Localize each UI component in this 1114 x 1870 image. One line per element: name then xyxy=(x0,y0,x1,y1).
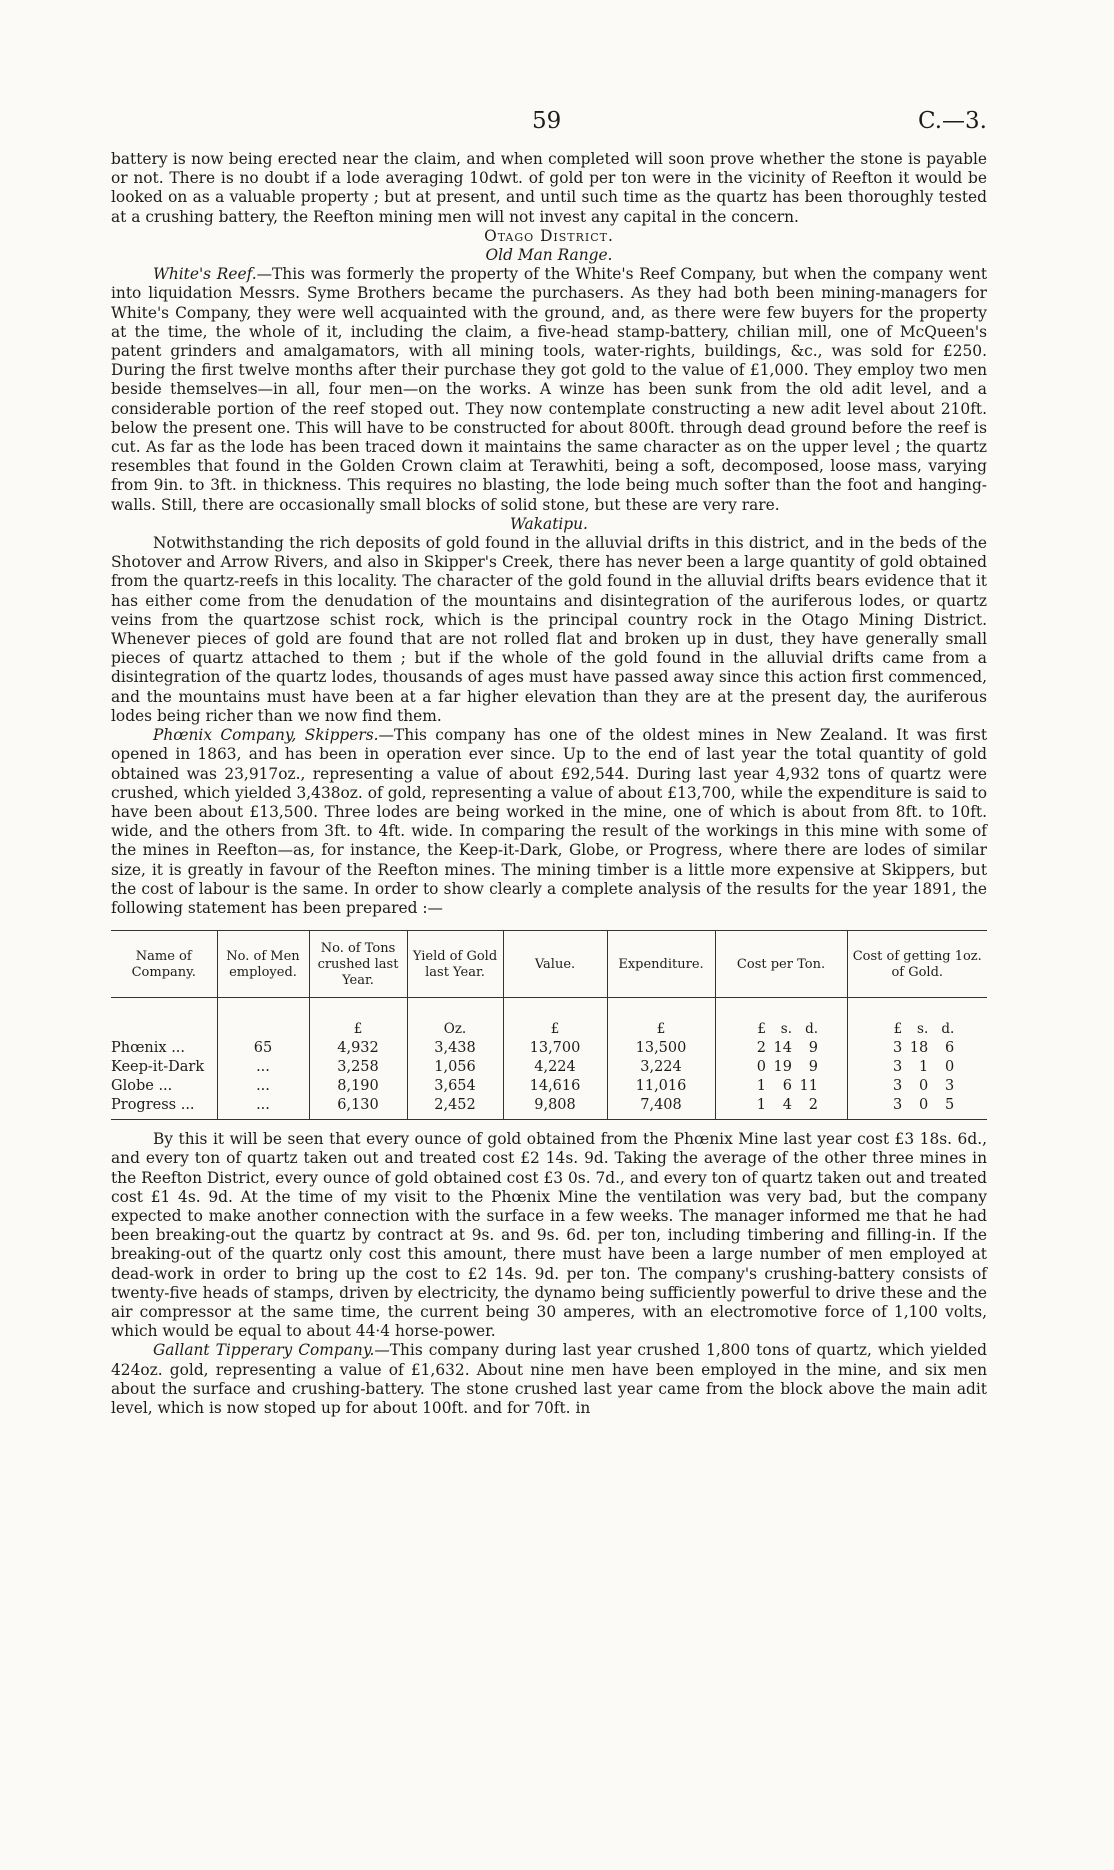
row-ton-pence: 9 xyxy=(808,1059,818,1076)
row-oz-pounds: 3 xyxy=(893,1078,903,1095)
page-header xyxy=(0,108,1114,138)
whites-reef-text: —This was formerly the property of the White's Reef Company, but when the company went into liquidation Messrs. Syme Brothers became the purchasers. As they had both been mining-managers for White's Company, they were well acquainted with the ground, and, as there were few buyers for the property at the time, the whole of it, including the claim, a five-head stamp-battery, chilian mill, one of McQueen's patent grinders and amalgamators, with all mining tools, water-rights, buildings, &c., was sold for £250. During the first twelve months after their purchase they got gold to the value of £1,000. They employ two men beside themselves—in all, four men—on the works. A winze has been sunk from the old adit level, and a considerable portion of the reef stoped out. They now contemplate constructing a new adit level about 210ft. below the present one. This will have to be constructed for about 800ft. through dead ground before the reef is cut. As far as the lode has been traced down it maintains the same character as on the upper level ; the quartz resembles that found in the Golden Crown claim at Terawhiti, being a soft, decomposed, loose mass, varying from 9in. to 3ft. in thickness. This requires no blasting, the lode being much softer than the foot and hanging-walls. Still, there are occasionally small blocks of solid stone, but these are very rare. xyxy=(111,265,987,514)
wakatipu-paragraph: Notwithstanding the rich deposits of gold found in the alluvial drifts in this district, and in the beds of the Shotover and Arrow Rivers, and also in Skipper's Creek, there has never been a large quantity of gold obtained from the quartz-reefs in this locality. The character of the gold found in the alluvial drifts bears evidence that it has either come from the denudation of the mountains and disintegration of the auriferous lodes, or quartz veins from the quartzose schist rock, which is the principal country rock in the Otago Mining District. Whenever pieces of gold are found that are not rolled flat and broken up in dust, they have generally small pieces of quartz attached to them ; but if the whole of the gold found in the alluvial drifts came from a disintegration of the quartz lodes, thousands of ages must have passed away since this action first commenced, and the mountains must have been at a far higher elevation than they are at the present day, the auriferous lodes being richer than we now find them. xyxy=(111,534,987,725)
row-expenditure: 13,500 xyxy=(607,1039,715,1058)
header-company: Name of Company. xyxy=(111,931,217,998)
intro-paragraph: battery is now being erected near the claim, and when completed will soon prove whether the stone is payable or not. There is no doubt if a lode averaging 10dwt. of gold per ton were in the vicinity of Reefton it would be looked on as a valuable property ; but at present, and until such time as the quartz has been thoroughly tested at a crushing battery, the Reefton mining men will not invest any capital in the concern. xyxy=(111,150,987,226)
row-name: Progress xyxy=(111,1097,177,1114)
header-cost-per-ton: Cost per Ton. xyxy=(715,931,847,998)
row-oz-pence: 3 xyxy=(945,1078,955,1095)
wakatipu-heading: Wakatipu. xyxy=(510,514,588,533)
row-name: Keep-it-Dark xyxy=(111,1059,205,1076)
whites-reef-paragraph xyxy=(111,265,987,515)
table-header-row xyxy=(111,931,987,998)
row-oz-shillings: 0 xyxy=(919,1097,929,1114)
whites-reef-title: White's Reef. xyxy=(153,265,257,284)
row-ton-pence: 9 xyxy=(808,1040,818,1057)
row-value: 13,700 xyxy=(503,1039,607,1058)
row-tons: 4,932 xyxy=(309,1039,407,1058)
row-value: 9,808 xyxy=(503,1096,607,1120)
unit-ton-shillings: s. xyxy=(780,1021,792,1038)
row-ton-pounds: 1 xyxy=(756,1078,766,1095)
row-value: 4,224 xyxy=(503,1058,607,1077)
row-oz-shillings: 18 xyxy=(909,1040,929,1057)
gallant-title: Gallant Tipperary Company. xyxy=(153,1341,375,1360)
document-reference: C.—3. xyxy=(917,108,987,134)
row-dots: ... xyxy=(180,1097,195,1114)
mine-statistics-table xyxy=(111,930,987,1120)
header-cost-per-oz: Cost of getting 1oz. of Gold. xyxy=(847,931,987,998)
unit-tons: £ xyxy=(309,998,407,1040)
row-dots: ... xyxy=(158,1078,173,1095)
unit-oz-pence: d. xyxy=(941,1021,955,1038)
row-oz-pence: 5 xyxy=(945,1097,955,1114)
row-tons: 6,130 xyxy=(309,1096,407,1120)
header-expenditure: Expenditure. xyxy=(607,931,715,998)
row-ton-pounds: 0 xyxy=(756,1059,766,1076)
row-tons: 3,258 xyxy=(309,1058,407,1077)
row-oz-pounds: 3 xyxy=(893,1059,903,1076)
table-row xyxy=(111,1039,987,1058)
after-table-paragraph: By this it will be seen that every ounce of gold obtained from the Phœnix Mine last year cost £3 18s. 6d., and every ton of quartz taken out and treated cost £2 14s. 9d. Taking the average of the other three mines in the Reefton District, every ounce of gold obtained cost £3 0s. 7d., and every ton of quartz taken out and treated cost £1 4s. 9d. At the time of my visit to the Phœnix Mine the ventilation was very bad, but the company expected to make another connection with the surface in a few weeks. The manager informed me that he had been breaking-out the quartz by contract at 9s. and 9s. 6d. per ton, including timbering and filling-in. If the breaking-out of the quartz only cost this amount, there must have been a large number of men employed at dead-work in order to bring up the cost to £2 14s. 9d. per ton. The company's crushing-battery consists of twenty-five heads of stamps, driven by electricity, the dynamo being sufficiently powerful to drive these and the air compressor at the same time, the current being 30 amperes, with an electromotive force of 1,100 volts, which would be equal to about 44·4 horse-power. xyxy=(111,1130,987,1341)
table-row xyxy=(111,1096,987,1120)
header-yield: Yield of Gold last Year. xyxy=(407,931,503,998)
row-ton-shillings: 6 xyxy=(782,1078,792,1095)
row-men: ... xyxy=(217,1077,309,1096)
gallant-text: —This company during last year crushed 1,800 tons of quartz, which yielded 424oz. gold, representing a value of £1,632. About nine men have been employed in the mine, and six men about the surface and crushing-battery. The stone crushed last year came from the block above the main adit level, which is now stoped up for about 100ft. and for 70ft. in xyxy=(111,1341,987,1417)
row-oz-pounds: 3 xyxy=(893,1040,903,1057)
row-dots: ... xyxy=(171,1040,186,1057)
row-ton-pence: 11 xyxy=(799,1078,818,1095)
body-text xyxy=(111,150,987,1418)
table-row xyxy=(111,1058,987,1077)
header-men: No. of Men employed. xyxy=(217,931,309,998)
unit-oz-shillings: s. xyxy=(917,1021,929,1038)
district-heading: Otago District. xyxy=(484,226,614,245)
unit-ton-pence: d. xyxy=(805,1021,818,1038)
phoenix-text: —This company has one of the oldest mines in New Zealand. It was first opened in 1863, and has been in operation ever since. Up to the end of last year the total quantity of gold obtained was 23,917oz., representing a value of about £92,544. During last year 4,932 tons of quartz were crushed, which yielded 3,438oz. of gold, representing a value of about £13,700, while the expenditure is said to have been about £13,500. Three lodes are being worked in the mine, one of which is about from 8ft. to 10ft. wide, and the others from 3ft. to 4ft. wide. In comparing the result of the workings in this mine with some of the mines in Reefton—as, for instance, the Keep-it-Dark, Globe, or Progress, where there are lodes of similar size, it is greatly in favour of the Reefton mines. The mining timber is a little more expensive at Skippers, but the cost of labour is the same. In order to show clearly a complete analysis of the results for the year 1891, the following statement has been prepared :— xyxy=(111,726,988,917)
unit-expenditure: £ xyxy=(607,998,715,1040)
row-expenditure: 7,408 xyxy=(607,1096,715,1120)
row-men: ... xyxy=(217,1058,309,1077)
row-ton-shillings: 4 xyxy=(782,1097,792,1114)
row-men: ... xyxy=(217,1096,309,1120)
row-ton-pounds: 2 xyxy=(756,1040,766,1057)
unit-yield: Oz. xyxy=(407,998,503,1040)
units-row xyxy=(111,998,987,1040)
row-name: Phœnix xyxy=(111,1040,167,1057)
row-expenditure: 3,224 xyxy=(607,1058,715,1077)
phoenix-title: Phœnix Company, Skippers. xyxy=(153,726,379,745)
gallant-paragraph xyxy=(111,1341,987,1418)
row-oz-pence: 0 xyxy=(945,1059,955,1076)
range-heading: Old Man Range. xyxy=(485,246,613,265)
row-expenditure: 11,016 xyxy=(607,1077,715,1096)
row-yield: 3,654 xyxy=(407,1077,503,1096)
table-row xyxy=(111,1077,987,1096)
row-ton-pounds: 1 xyxy=(756,1097,766,1114)
row-oz-shillings: 1 xyxy=(919,1059,929,1076)
row-yield: 2,452 xyxy=(407,1096,503,1120)
page-number: 59 xyxy=(532,108,562,134)
header-tons: No. of Tons crushed last Year. xyxy=(309,931,407,998)
row-value: 14,616 xyxy=(503,1077,607,1096)
row-oz-pounds: 3 xyxy=(893,1097,903,1114)
row-ton-shillings: 14 xyxy=(773,1040,792,1057)
row-oz-shillings: 0 xyxy=(919,1078,929,1095)
unit-oz-pounds: £ xyxy=(893,1021,903,1038)
row-tons: 8,190 xyxy=(309,1077,407,1096)
row-ton-shillings: 19 xyxy=(773,1059,792,1076)
row-men: 65 xyxy=(217,1039,309,1058)
phoenix-paragraph xyxy=(111,726,987,918)
row-yield: 1,056 xyxy=(407,1058,503,1077)
row-ton-pence: 2 xyxy=(808,1097,818,1114)
header-value: Value. xyxy=(503,931,607,998)
row-name: Globe xyxy=(111,1078,154,1095)
row-yield: 3,438 xyxy=(407,1039,503,1058)
row-oz-pence: 6 xyxy=(945,1040,955,1057)
unit-ton-pounds: £ xyxy=(757,1021,766,1038)
unit-value: £ xyxy=(503,998,607,1040)
